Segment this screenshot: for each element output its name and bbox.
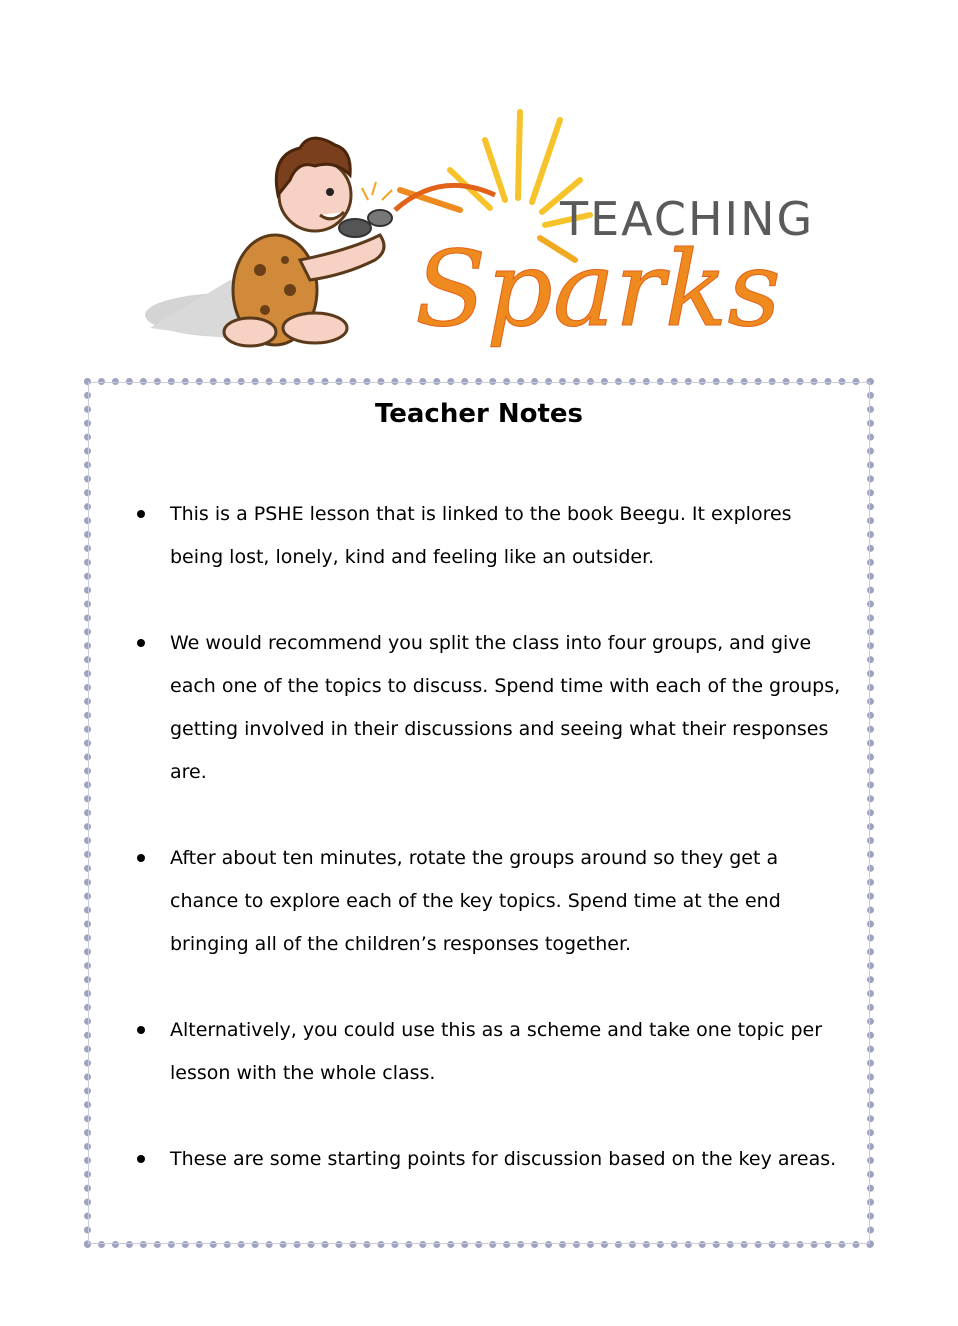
teaching-sparks-logo xyxy=(140,100,830,365)
logo-graphic xyxy=(140,100,830,365)
list-item xyxy=(131,493,849,579)
note-text: This is a PSHE lesson that is linked to the book Beegu. It explores being lost, lonely, kind and feeling like an outsider. xyxy=(170,503,792,568)
list-item xyxy=(131,837,849,966)
bullet-icon xyxy=(137,510,145,518)
note-text: After about ten minutes, rotate the groups around so they get a chance to explore each of the key topics. Spend time at the end bringing all of the children’s responses together. xyxy=(170,847,781,955)
bullet-icon xyxy=(137,1155,145,1163)
bullet-icon xyxy=(137,1026,145,1034)
notes-list xyxy=(131,493,849,1181)
note-text: Alternatively, you could use this as a scheme and take one topic per lesson with the whole class. xyxy=(170,1019,823,1084)
note-text: We would recommend you split the class into four groups, and give each one of the topics to discuss. Spend time with each of the groups, getting involved in their discussions and seeing what their responses are. xyxy=(170,632,841,783)
note-text: These are some starting points for discussion based on the key areas. xyxy=(170,1148,837,1170)
list-item xyxy=(131,1138,849,1181)
notes-title: Teacher Notes xyxy=(374,399,584,429)
logo-teaching-text: TEACHING xyxy=(560,192,815,246)
caveman-mascot-icon xyxy=(224,138,392,346)
list-item xyxy=(131,1009,849,1095)
list-item xyxy=(131,622,849,794)
bullet-icon xyxy=(137,639,145,647)
logo-sparks-text: Sparks xyxy=(415,228,781,350)
teacher-notes-box xyxy=(84,378,874,1248)
bullet-icon xyxy=(137,854,145,862)
